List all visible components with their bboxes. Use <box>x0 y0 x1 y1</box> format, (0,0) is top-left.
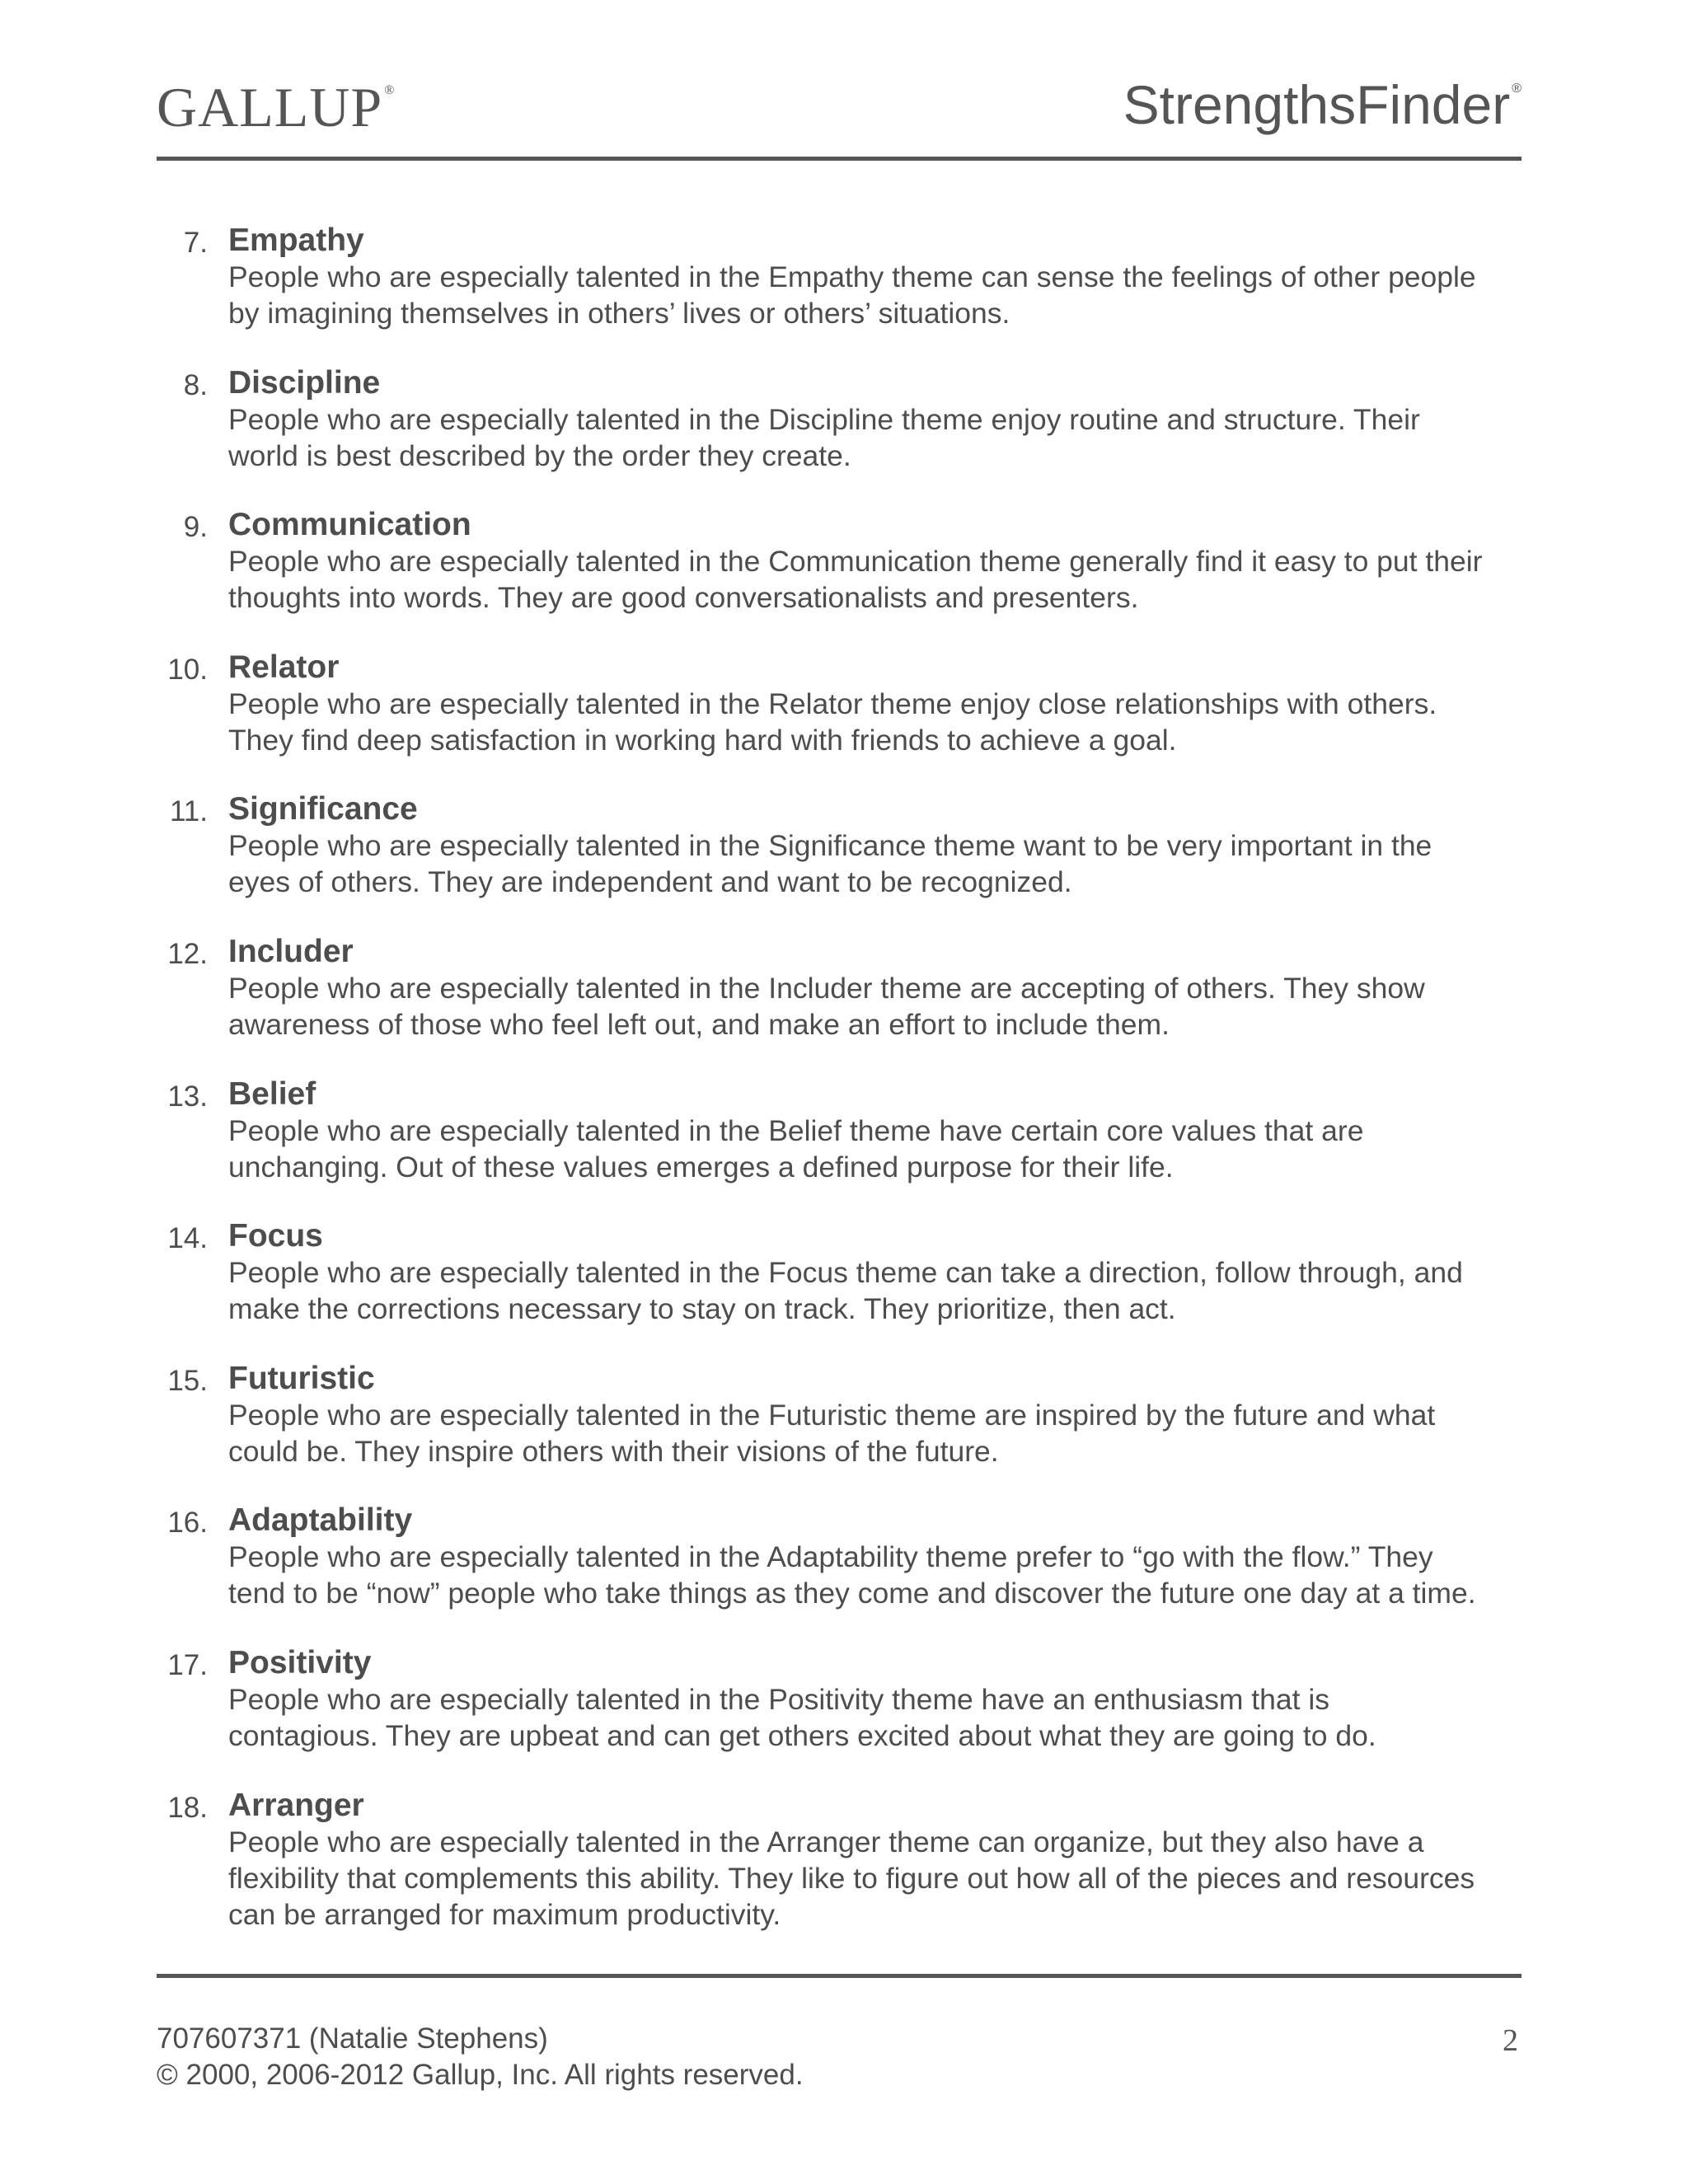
header-divider <box>157 157 1522 161</box>
theme-number: 9. <box>183 511 208 544</box>
theme-title: Discipline <box>228 364 381 401</box>
gallup-logo <box>157 76 396 138</box>
theme-number: 15. <box>167 1364 208 1397</box>
copyright-line: © 2000, 2006-2012 Gallup, Inc. All rights reserved. <box>157 2059 804 2091</box>
theme-description: People who are especially talented in the Empathy theme can sense the feelings of other people by imagining themselves in others’ lives or others’ situations. <box>228 260 1476 330</box>
theme-number: 17. <box>167 1648 208 1681</box>
theme-item <box>157 1502 1525 1645</box>
theme-title: Focus <box>228 1218 323 1254</box>
theme-item <box>157 649 1525 792</box>
theme-description: People who are especially talented in the Focus theme can take a direction, follow through, and make the corrections necessary to stay on track. They prioritize, then act. <box>228 1256 1463 1326</box>
theme-description: People who are especially talented in the Discipline theme enjoy routine and structure. Their world is best described by the order they create. <box>228 402 1420 472</box>
theme-item <box>157 1076 1525 1219</box>
theme-title: Empathy <box>228 223 364 258</box>
theme-description: People who are especially talented in the Relator theme enjoy close relationships with others. They find deep satisfaction in working hard with friends to achieve a goal. <box>228 687 1437 757</box>
logo-text: GALLUP <box>157 76 383 138</box>
theme-number: 10. <box>167 653 208 686</box>
report-id-line: 707607371 (Natalie Stephens) <box>157 2022 548 2055</box>
page-header <box>157 74 1522 157</box>
theme-title: Arranger <box>228 1787 364 1823</box>
theme-item <box>157 1361 1525 1503</box>
theme-title: Communication <box>228 507 471 543</box>
theme-number: 8. <box>183 368 208 401</box>
theme-item <box>157 1788 1525 1930</box>
theme-item <box>157 223 1525 365</box>
product-name-text: StrengthsFinder <box>1123 74 1511 135</box>
theme-description: People who are especially talented in the Includer theme are accepting of others. They show awareness of those who feel left out, and make an effort to include them. <box>228 971 1425 1041</box>
logo-registered-mark: ® <box>384 83 396 97</box>
footer-divider <box>157 1974 1522 1978</box>
theme-title: Positivity <box>228 1644 372 1680</box>
theme-description: People who are especially talented in the Communication theme generally find it easy to put their thoughts into words. They are good conversationalists and presenters. <box>228 545 1483 615</box>
theme-title: Adaptability <box>228 1502 413 1539</box>
theme-number: 7. <box>183 227 208 259</box>
theme-title: Includer <box>228 933 354 969</box>
theme-number: 12. <box>167 937 208 970</box>
theme-title: Futuristic <box>228 1360 375 1396</box>
theme-item <box>157 791 1525 934</box>
theme-item <box>157 507 1525 649</box>
theme-list <box>157 223 1525 1929</box>
product-name <box>1123 74 1522 135</box>
theme-title: Belief <box>228 1076 316 1112</box>
page-footer <box>157 2021 1522 2093</box>
theme-description: People who are especially talented in the Adaptability theme prefer to “go with the flow.” They tend to be “now” people who take things as they come and discover the future one day at a time. <box>228 1540 1476 1610</box>
theme-title: Significance <box>228 791 418 827</box>
theme-number: 11. <box>169 795 208 828</box>
theme-item <box>157 1645 1525 1788</box>
theme-number: 13. <box>167 1080 208 1113</box>
theme-description: People who are especially talented in the Belief theme have certain core values that are unchanging. Out of these values emerges a defined purpose for their life. <box>228 1113 1364 1183</box>
theme-number: 16. <box>167 1507 208 1540</box>
theme-item <box>157 934 1525 1076</box>
theme-title: Relator <box>228 649 340 685</box>
theme-item <box>157 1218 1525 1361</box>
theme-number: 14. <box>167 1222 208 1255</box>
product-registered-mark: ® <box>1512 82 1522 96</box>
theme-description: People who are especially talented in the Significance theme want to be very important in the eyes of others. They are independent and want to be recognized. <box>228 829 1432 899</box>
theme-number: 18. <box>167 1791 208 1824</box>
theme-description: People who are especially talented in the Futuristic theme are inspired by the future and what could be. They inspire others with their visions of the future. <box>228 1398 1436 1468</box>
theme-description: People who are especially talented in the Arranger theme can organize, but they also have a flexibility that complements this ability. They like to figure out how all of the pieces and resources can be arranged for maximum productivity. <box>228 1825 1475 1931</box>
page-number: 2 <box>1503 2023 1518 2058</box>
theme-description: People who are especially talented in the Positivity theme have an enthusiasm that is contagious. They are upbeat and can get others excited about what they are going to do. <box>228 1682 1376 1752</box>
theme-item <box>157 365 1525 508</box>
